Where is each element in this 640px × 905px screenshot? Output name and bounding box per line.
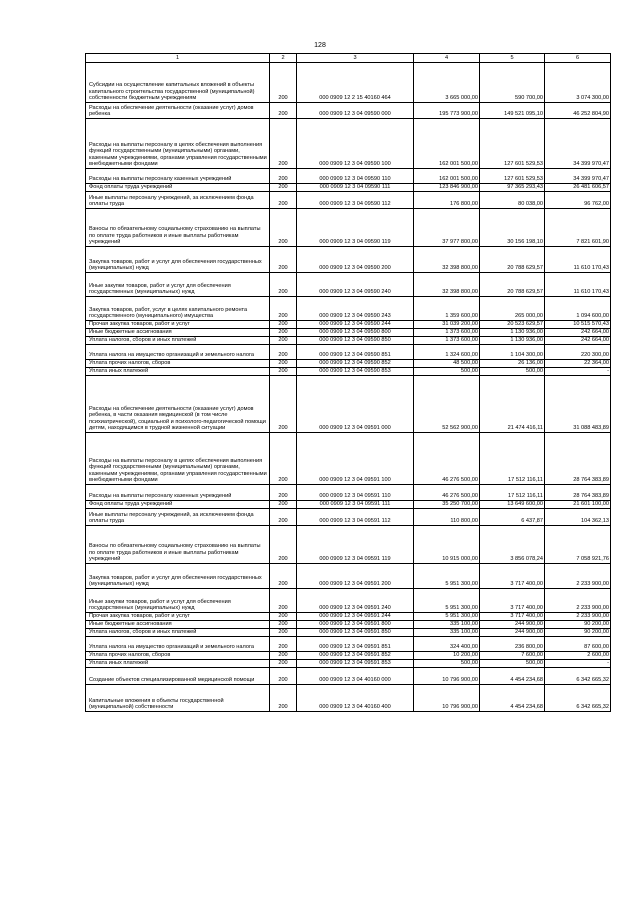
executed-amount: 149 521 095,10	[480, 103, 545, 119]
executed-amount: 590 700,00	[480, 63, 545, 103]
unexecuted-amount: 34 399 970,47	[545, 169, 611, 184]
row-name: Закупка товаров, работ и услуг для обеспечения государственных (муниципальных) нужд	[86, 247, 270, 273]
line-code: 200	[270, 321, 297, 329]
row-name: Взносы по обязательному социальному страхованию на выплаты по оплате труда работников и иные выплаты работникам учреждений	[86, 526, 270, 564]
unexecuted-amount: -	[545, 368, 611, 376]
unexecuted-amount: 2 233 900,00	[545, 589, 611, 613]
table-row	[86, 63, 611, 103]
approved-amount: 162 001 500,00	[414, 119, 480, 169]
unexecuted-amount: 96 762,00	[545, 192, 611, 209]
table-row	[86, 192, 611, 209]
row-name: Закупка товаров, работ, услуг в целях капитального ремонта государственного (муниципального) имущества	[86, 297, 270, 321]
budget-code: 000 0909 12 3 04 09591 111	[297, 501, 414, 509]
line-code: 200	[270, 564, 297, 589]
unexecuted-amount: 26 481 606,57	[545, 184, 611, 192]
executed-amount: 20 523 629,57	[480, 321, 545, 329]
executed-amount: 127 601 529,53	[480, 119, 545, 169]
line-code: 200	[270, 613, 297, 621]
table-row	[86, 621, 611, 629]
approved-amount: 10 915 000,00	[414, 526, 480, 564]
unexecuted-amount: 1 094 600,00	[545, 297, 611, 321]
line-code: 200	[270, 501, 297, 509]
table-header-row	[86, 54, 611, 63]
approved-amount: 3 665 000,00	[414, 63, 480, 103]
line-code: 200	[270, 589, 297, 613]
executed-amount: 20 788 629,57	[480, 247, 545, 273]
approved-amount: 162 001 500,00	[414, 169, 480, 184]
budget-code: 000 0909 12 3 04 09590 240	[297, 273, 414, 297]
executed-amount: 17 512 116,11	[480, 485, 545, 501]
budget-code: 000 0909 12 3 04 09590 850	[297, 337, 414, 345]
budget-code: 000 0909 12 3 04 09591 851	[297, 637, 414, 652]
approved-amount: 110 800,00	[414, 509, 480, 526]
budget-code: 000 0909 12 3 04 09590 111	[297, 184, 414, 192]
budget-code: 000 0909 12 2 15 40160 464	[297, 63, 414, 103]
row-name: Уплата налога на имущество организаций и земельного налога	[86, 637, 270, 652]
approved-amount: 5 951 300,00	[414, 589, 480, 613]
budget-code: 000 0909 12 3 04 09590 119	[297, 209, 414, 247]
budget-code: 000 0909 12 3 04 09590 243	[297, 297, 414, 321]
row-name: Иные бюджетные ассигнования	[86, 329, 270, 337]
approved-amount: 5 951 300,00	[414, 564, 480, 589]
approved-amount: 46 276 500,00	[414, 433, 480, 485]
executed-amount: 7 600,00	[480, 652, 545, 660]
executed-amount: 4 454 234,68	[480, 668, 545, 685]
table-row	[86, 637, 611, 652]
line-code: 200	[270, 329, 297, 337]
row-name: Уплата налогов, сборов и иных платежей	[86, 337, 270, 345]
executed-amount: 6 437,87	[480, 509, 545, 526]
executed-amount: 17 512 116,11	[480, 433, 545, 485]
unexecuted-amount: 10 515 570,43	[545, 321, 611, 329]
executed-amount: 244 900,00	[480, 621, 545, 629]
budget-code: 000 0909 12 3 04 09590 853	[297, 368, 414, 376]
unexecuted-amount: 242 664,00	[545, 329, 611, 337]
line-code: 200	[270, 119, 297, 169]
line-code: 200	[270, 103, 297, 119]
table-row	[86, 337, 611, 345]
unexecuted-amount: 21 601 100,00	[545, 501, 611, 509]
approved-amount: 335 100,00	[414, 629, 480, 637]
budget-code: 000 0909 12 3 04 09590 110	[297, 169, 414, 184]
executed-amount: 3 717 400,00	[480, 589, 545, 613]
budget-code: 000 0909 12 3 04 09590 100	[297, 119, 414, 169]
budget-code: 000 0909 12 3 04 09591 244	[297, 613, 414, 621]
unexecuted-amount: 22 364,00	[545, 360, 611, 368]
line-code: 200	[270, 209, 297, 247]
column-header: 2	[270, 54, 297, 63]
budget-code: 000 0909 12 3 04 09591 119	[297, 526, 414, 564]
line-code: 200	[270, 184, 297, 192]
approved-amount: 324 400,00	[414, 637, 480, 652]
row-name: Закупка товаров, работ и услуг для обеспечения государственных (муниципальных) нужд	[86, 564, 270, 589]
table-row	[86, 345, 611, 360]
budget-code: 000 0909 12 3 04 09591 110	[297, 485, 414, 501]
row-name: Уплата иных платежей	[86, 660, 270, 668]
line-code: 200	[270, 433, 297, 485]
approved-amount: 32 398 800,00	[414, 273, 480, 297]
budget-code: 000 0909 12 3 04 09591 800	[297, 621, 414, 629]
line-code: 200	[270, 360, 297, 368]
budget-code: 000 0909 12 3 04 09590 852	[297, 360, 414, 368]
approved-amount: 10 200,00	[414, 652, 480, 660]
table-row	[86, 485, 611, 501]
table-row	[86, 209, 611, 247]
budget-code: 000 0909 12 3 04 40160 000	[297, 668, 414, 685]
approved-amount: 1 373 600,00	[414, 337, 480, 345]
table-row	[86, 329, 611, 337]
budget-code: 000 0909 12 3 04 09590 851	[297, 345, 414, 360]
table-row	[86, 360, 611, 368]
row-name: Расходы на выплаты персоналу в целях обеспечения выполнения функций государственными (муниципальными) органами, казенными учреждениями, органами управления государственными внебюджетными фондами	[86, 119, 270, 169]
budget-code: 000 0909 12 3 04 09591 853	[297, 660, 414, 668]
row-name: Субсидии на осуществление капитальных вложений в объекты капитального строительства государственной (муниципальной) собственности бюджетным учреждениям	[86, 63, 270, 103]
approved-amount: 10 796 900,00	[414, 668, 480, 685]
line-code: 200	[270, 485, 297, 501]
row-name: Иные закупки товаров, работ и услуг для обеспечения государственных (муниципальных) нужд	[86, 589, 270, 613]
column-header: 3	[297, 54, 414, 63]
budget-code: 000 0909 12 3 04 09591 852	[297, 652, 414, 660]
column-header: 1	[86, 54, 270, 63]
line-code: 200	[270, 273, 297, 297]
table-row	[86, 103, 611, 119]
unexecuted-amount: 28 764 383,89	[545, 433, 611, 485]
table-row	[86, 433, 611, 485]
approved-amount: 1 359 600,00	[414, 297, 480, 321]
budget-table	[85, 53, 611, 712]
table-row	[86, 685, 611, 712]
budget-code: 000 0909 12 3 04 40160 400	[297, 685, 414, 712]
table-row	[86, 660, 611, 668]
line-code: 200	[270, 637, 297, 652]
unexecuted-amount: 2 600,00	[545, 652, 611, 660]
table-row	[86, 526, 611, 564]
executed-amount: 500,00	[480, 660, 545, 668]
executed-amount: 244 900,00	[480, 629, 545, 637]
approved-amount: 52 562 900,00	[414, 376, 480, 433]
line-code: 200	[270, 509, 297, 526]
row-name: Прочая закупка товаров, работ и услуг	[86, 321, 270, 329]
approved-amount: 1 373 600,00	[414, 329, 480, 337]
row-name: Расходы на выплаты персоналу казенных учреждений	[86, 485, 270, 501]
row-name: Уплата налога на имущество организаций и земельного налога	[86, 345, 270, 360]
line-code: 200	[270, 368, 297, 376]
budget-table-body	[86, 54, 611, 712]
table-row	[86, 184, 611, 192]
table-row	[86, 368, 611, 376]
table-row	[86, 668, 611, 685]
unexecuted-amount: 87 600,00	[545, 637, 611, 652]
unexecuted-amount: 3 074 300,00	[545, 63, 611, 103]
line-code: 200	[270, 526, 297, 564]
table-row	[86, 119, 611, 169]
executed-amount: 127 601 529,53	[480, 169, 545, 184]
executed-amount: 3 856 078,24	[480, 526, 545, 564]
approved-amount: 195 773 900,00	[414, 103, 480, 119]
table-row	[86, 376, 611, 433]
row-name: Иные выплаты персоналу учреждений, за исключением фонда оплаты труда	[86, 192, 270, 209]
table-row	[86, 273, 611, 297]
row-name: Уплата прочих налогов, сборов	[86, 652, 270, 660]
unexecuted-amount: 46 252 804,90	[545, 103, 611, 119]
budget-code: 000 0909 12 3 04 09590 200	[297, 247, 414, 273]
unexecuted-amount: -	[545, 660, 611, 668]
table-row	[86, 501, 611, 509]
budget-code: 000 0909 12 3 04 09591 240	[297, 589, 414, 613]
table-row	[86, 613, 611, 621]
line-code: 200	[270, 652, 297, 660]
executed-amount: 265 000,00	[480, 297, 545, 321]
budget-code: 000 0909 12 3 04 09591 112	[297, 509, 414, 526]
unexecuted-amount: 7 058 921,76	[545, 526, 611, 564]
approved-amount: 123 846 900,00	[414, 184, 480, 192]
budget-code: 000 0909 12 3 04 09590 112	[297, 192, 414, 209]
unexecuted-amount: 6 342 665,32	[545, 668, 611, 685]
table-row	[86, 321, 611, 329]
table-row	[86, 169, 611, 184]
row-name: Расходы на выплаты персоналу казенных учреждений	[86, 169, 270, 184]
executed-amount: 26 136,00	[480, 360, 545, 368]
line-code: 200	[270, 169, 297, 184]
unexecuted-amount: 11 610 170,43	[545, 273, 611, 297]
executed-amount: 3 717 400,00	[480, 564, 545, 589]
approved-amount: 176 800,00	[414, 192, 480, 209]
row-name: Иные закупки товаров, работ и услуг для обеспечения государственных (муниципальных) нужд	[86, 273, 270, 297]
approved-amount: 500,00	[414, 660, 480, 668]
row-name: Расходы на обеспечение деятельности (оказание услуг) домов ребенка, в части оказания медицинской (в том числе психиатрической), социальной и психолого-педагогической помощи детям, находящимся в трудной жизненной ситуации	[86, 376, 270, 433]
unexecuted-amount: 7 821 601,90	[545, 209, 611, 247]
executed-amount: 80 038,00	[480, 192, 545, 209]
executed-amount: 13 649 600,00	[480, 501, 545, 509]
approved-amount: 31 039 200,00	[414, 321, 480, 329]
executed-amount: 20 788 629,57	[480, 273, 545, 297]
row-name: Иные выплаты персоналу учреждений, за исключением фонда оплаты труда	[86, 509, 270, 526]
approved-amount: 48 500,00	[414, 360, 480, 368]
page-number: 128	[314, 42, 326, 49]
table-row	[86, 564, 611, 589]
unexecuted-amount: 2 233 900,00	[545, 613, 611, 621]
row-name: Прочая закупка товаров, работ и услуг	[86, 613, 270, 621]
line-code: 200	[270, 685, 297, 712]
row-name: Фонд оплаты труда учреждений	[86, 184, 270, 192]
unexecuted-amount: 28 764 383,89	[545, 485, 611, 501]
column-header: 6	[545, 54, 611, 63]
table-row	[86, 297, 611, 321]
approved-amount: 37 977 800,00	[414, 209, 480, 247]
executed-amount: 500,00	[480, 368, 545, 376]
row-name: Уплата прочих налогов, сборов	[86, 360, 270, 368]
unexecuted-amount: 31 088 483,89	[545, 376, 611, 433]
row-name: Фонд оплаты труда учреждений	[86, 501, 270, 509]
column-header: 4	[414, 54, 480, 63]
table-row	[86, 509, 611, 526]
line-code: 200	[270, 63, 297, 103]
approved-amount: 335 100,00	[414, 621, 480, 629]
approved-amount: 500,00	[414, 368, 480, 376]
budget-code: 000 0909 12 3 04 09590 800	[297, 329, 414, 337]
approved-amount: 5 951 300,00	[414, 613, 480, 621]
unexecuted-amount: 220 300,00	[545, 345, 611, 360]
budget-code: 000 0909 12 3 04 09590 000	[297, 103, 414, 119]
row-name: Уплата налогов, сборов и иных платежей	[86, 629, 270, 637]
approved-amount: 46 276 500,00	[414, 485, 480, 501]
row-name: Капитальные вложения в объекты государственной (муниципальной) собственности	[86, 685, 270, 712]
executed-amount: 1 130 936,00	[480, 329, 545, 337]
row-name: Иные бюджетные ассигнования	[86, 621, 270, 629]
approved-amount: 10 796 900,00	[414, 685, 480, 712]
row-name: Создание объектов специализированной медицинской помощи	[86, 668, 270, 685]
budget-code: 000 0909 12 3 04 09590 244	[297, 321, 414, 329]
table-row	[86, 589, 611, 613]
unexecuted-amount: 11 610 170,43	[545, 247, 611, 273]
approved-amount: 1 324 600,00	[414, 345, 480, 360]
budget-code: 000 0909 12 3 04 09591 100	[297, 433, 414, 485]
line-code: 200	[270, 668, 297, 685]
table-row	[86, 629, 611, 637]
unexecuted-amount: 104 362,13	[545, 509, 611, 526]
line-code: 200	[270, 337, 297, 345]
executed-amount: 97 365 293,43	[480, 184, 545, 192]
executed-amount: 30 156 198,10	[480, 209, 545, 247]
unexecuted-amount: 90 200,00	[545, 621, 611, 629]
row-name: Расходы на обеспечение деятельности (оказание услуг) домов ребенка	[86, 103, 270, 119]
executed-amount: 236 800,00	[480, 637, 545, 652]
executed-amount: 4 454 234,68	[480, 685, 545, 712]
unexecuted-amount: 34 399 970,47	[545, 119, 611, 169]
line-code: 200	[270, 621, 297, 629]
line-code: 200	[270, 660, 297, 668]
table-row	[86, 247, 611, 273]
row-name: Расходы на выплаты персоналу в целях обеспечения выполнения функций государственными (муниципальными) органами, казенными учреждениями, органами управления государственными внебюджетными фондами	[86, 433, 270, 485]
executed-amount: 1 104 300,00	[480, 345, 545, 360]
row-name: Уплата иных платежей	[86, 368, 270, 376]
executed-amount: 21 474 416,11	[480, 376, 545, 433]
line-code: 200	[270, 629, 297, 637]
unexecuted-amount: 6 342 665,32	[545, 685, 611, 712]
table-row	[86, 652, 611, 660]
column-header: 5	[480, 54, 545, 63]
line-code: 200	[270, 376, 297, 433]
row-name: Взносы по обязательному социальному страхованию на выплаты по оплате труда работников и иные выплаты работникам учреждений	[86, 209, 270, 247]
budget-code: 000 0909 12 3 04 09591 000	[297, 376, 414, 433]
line-code: 200	[270, 192, 297, 209]
line-code: 200	[270, 345, 297, 360]
executed-amount: 1 130 936,00	[480, 337, 545, 345]
unexecuted-amount: 242 664,00	[545, 337, 611, 345]
line-code: 200	[270, 297, 297, 321]
unexecuted-amount: 90 200,00	[545, 629, 611, 637]
budget-code: 000 0909 12 3 04 09591 200	[297, 564, 414, 589]
approved-amount: 35 250 700,00	[414, 501, 480, 509]
executed-amount: 3 717 400,00	[480, 613, 545, 621]
budget-code: 000 0909 12 3 04 09591 850	[297, 629, 414, 637]
approved-amount: 32 398 800,00	[414, 247, 480, 273]
line-code: 200	[270, 247, 297, 273]
unexecuted-amount: 2 233 900,00	[545, 564, 611, 589]
